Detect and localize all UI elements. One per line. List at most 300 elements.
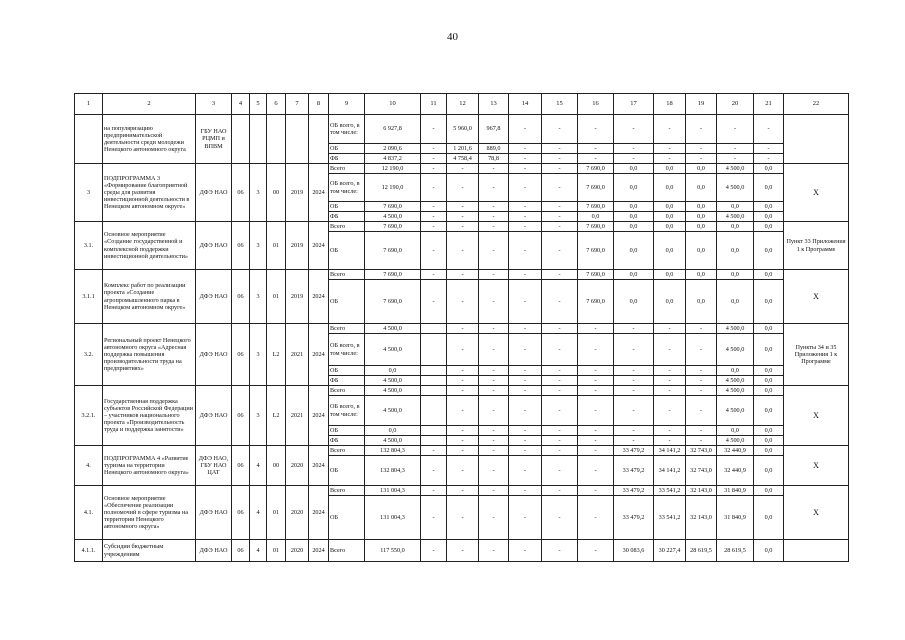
value-cell: 0,0: [614, 212, 654, 222]
value-cell: -: [509, 280, 542, 324]
x-mark: X: [784, 164, 849, 222]
value-cell: 4 500,0: [717, 386, 754, 396]
value-cell: -: [509, 270, 542, 280]
value-cell: -: [614, 386, 654, 396]
value-cell: -: [421, 164, 447, 174]
code-col5: 3: [250, 270, 267, 324]
funding-source: ОБ: [329, 202, 365, 212]
value-cell: 31 840,9: [717, 496, 754, 540]
value-cell: 0,0: [754, 540, 784, 562]
value-cell: [421, 386, 447, 396]
value-cell: 7 690,0: [578, 222, 614, 232]
column-header: 12: [447, 94, 479, 115]
column-header: 8: [309, 94, 329, 115]
value-cell: -: [614, 376, 654, 386]
value-cell: -: [447, 386, 479, 396]
value-cell: -: [509, 144, 542, 154]
code-col4: 06: [232, 324, 250, 386]
item-name: ПОДПРОГРАММА 3 «Формирование благоприятной среды для развития инвестиционной деятельности в Ненецком автономном округе»: [103, 164, 196, 222]
value-cell: 0,0: [717, 232, 754, 270]
value-cell: -: [509, 164, 542, 174]
value-cell: -: [479, 232, 509, 270]
value-cell: 12 190,0: [365, 174, 421, 202]
value-cell: -: [578, 496, 614, 540]
value-cell: 30 227,4: [654, 540, 686, 562]
x-mark: X: [784, 270, 849, 324]
value-cell: -: [447, 540, 479, 562]
end-year: 2024: [309, 222, 329, 270]
value-cell: 0,0: [717, 270, 754, 280]
value-cell: 7 690,0: [365, 232, 421, 270]
value-cell: -: [614, 154, 654, 164]
code-col5: 3: [250, 324, 267, 386]
value-cell: -: [509, 426, 542, 436]
item-name: Комплекс работ по реализации проекта «Создание агропромышленного парка в Ненецком автономном округе»: [103, 270, 196, 324]
value-cell: 0,0: [754, 496, 784, 540]
value-cell: 6 927,8: [365, 115, 421, 144]
end-year: 2024: [309, 270, 329, 324]
value-cell: -: [542, 144, 578, 154]
value-cell: -: [542, 212, 578, 222]
value-cell: -: [542, 164, 578, 174]
value-cell: -: [578, 144, 614, 154]
code-col4: 06: [232, 540, 250, 562]
funding-source: ОБ всего, в том числе:: [329, 115, 365, 144]
value-cell: -: [421, 202, 447, 212]
code-col4: 06: [232, 164, 250, 222]
value-cell: -: [479, 222, 509, 232]
value-cell: 0,0: [717, 202, 754, 212]
value-cell: -: [447, 232, 479, 270]
value-cell: 32 743,0: [686, 446, 717, 456]
code-col5: 3: [250, 386, 267, 446]
value-cell: -: [479, 270, 509, 280]
value-cell: -: [447, 334, 479, 366]
value-cell: -: [509, 396, 542, 426]
start-year: 2020: [286, 446, 309, 486]
reference-note: Пункт 33 Приложения 1 к Программе: [784, 222, 849, 270]
table-row: [75, 222, 849, 232]
end-year: [309, 115, 329, 164]
value-cell: -: [421, 496, 447, 540]
value-cell: -: [447, 446, 479, 456]
executor: ГБУ НАО РЦМП и ВПВМ: [196, 115, 232, 164]
value-cell: 28 619,5: [686, 540, 717, 562]
value-cell: -: [578, 456, 614, 486]
value-cell: -: [509, 212, 542, 222]
value-cell: 0,0: [717, 222, 754, 232]
value-cell: -: [479, 446, 509, 456]
value-cell: 0,0: [754, 324, 784, 334]
executor: ДФЭ НАО: [196, 486, 232, 540]
value-cell: 33 479,2: [614, 456, 654, 486]
value-cell: 0,0: [654, 212, 686, 222]
reference-note: [784, 540, 849, 562]
column-header: 18: [654, 94, 686, 115]
column-header: 3: [196, 94, 232, 115]
page-number: 40: [447, 31, 458, 43]
value-cell: 0,0: [754, 164, 784, 174]
value-cell: -: [421, 486, 447, 496]
value-cell: [421, 376, 447, 386]
value-cell: -: [509, 154, 542, 164]
funding-source: Всего: [329, 540, 365, 562]
value-cell: -: [479, 396, 509, 426]
value-cell: 4 500,0: [365, 386, 421, 396]
value-cell: 0,0: [365, 366, 421, 376]
value-cell: -: [542, 396, 578, 426]
funding-source: ОБ: [329, 280, 365, 324]
value-cell: 0,0: [754, 280, 784, 324]
value-cell: -: [686, 396, 717, 426]
value-cell: -: [509, 324, 542, 334]
value-cell: -: [542, 334, 578, 366]
value-cell: 32 440,9: [717, 446, 754, 456]
funding-source: Всего: [329, 486, 365, 496]
value-cell: [421, 334, 447, 366]
value-cell: 4 500,0: [365, 334, 421, 366]
funding-source: ФБ: [329, 376, 365, 386]
end-year: 2024: [309, 446, 329, 486]
value-cell: -: [447, 486, 479, 496]
code-col6: [267, 115, 286, 164]
value-cell: -: [509, 486, 542, 496]
value-cell: -: [578, 426, 614, 436]
value-cell: 0,0: [754, 446, 784, 456]
value-cell: 131 004,3: [365, 486, 421, 496]
table-row: [75, 164, 849, 174]
value-cell: 0,0: [717, 280, 754, 324]
executor: ДФЭ НАО: [196, 164, 232, 222]
value-cell: -: [614, 426, 654, 436]
budget-table: [74, 93, 849, 562]
value-cell: 4 500,0: [365, 436, 421, 446]
value-cell: -: [654, 426, 686, 436]
value-cell: 132 804,3: [365, 446, 421, 456]
value-cell: -: [421, 456, 447, 486]
value-cell: 34 141,2: [654, 456, 686, 486]
value-cell: 34 141,2: [654, 446, 686, 456]
column-header: 11: [421, 94, 447, 115]
item-number: 3.1.1: [75, 270, 103, 324]
value-cell: -: [509, 115, 542, 144]
column-header: 22: [784, 94, 849, 115]
column-header: 19: [686, 94, 717, 115]
end-year: 2024: [309, 324, 329, 386]
value-cell: [421, 426, 447, 436]
value-cell: 0,0: [754, 334, 784, 366]
value-cell: -: [509, 202, 542, 212]
value-cell: 4 500,0: [365, 376, 421, 386]
funding-source: ОБ всего, в том числе:: [329, 334, 365, 366]
value-cell: -: [686, 334, 717, 366]
value-cell: -: [479, 486, 509, 496]
value-cell: -: [421, 280, 447, 324]
funding-source: ФБ: [329, 212, 365, 222]
value-cell: 4 500,0: [717, 164, 754, 174]
executor: ДФЭ НАО: [196, 324, 232, 386]
value-cell: 4 500,0: [717, 334, 754, 366]
value-cell: -: [686, 366, 717, 376]
value-cell: 31 840,9: [717, 486, 754, 496]
value-cell: 0,0: [754, 270, 784, 280]
value-cell: -: [509, 334, 542, 366]
column-header: 2: [103, 94, 196, 115]
value-cell: 7 690,0: [578, 174, 614, 202]
code-col4: 06: [232, 446, 250, 486]
executor: ДФЭ НАО: [196, 222, 232, 270]
start-year: 2019: [286, 164, 309, 222]
value-cell: 132 804,3: [365, 456, 421, 486]
value-cell: 4 500,0: [365, 212, 421, 222]
start-year: 2019: [286, 222, 309, 270]
value-cell: -: [421, 232, 447, 270]
item-name: Основное мероприятие «Обеспечение реализации полномочий в сфере туризма на территории Ненецкого автономного округа»: [103, 486, 196, 540]
funding-source: ОБ всего, в том числе:: [329, 174, 365, 202]
value-cell: 4 500,0: [717, 396, 754, 426]
code-col4: [232, 115, 250, 164]
value-cell: 0,0: [686, 212, 717, 222]
item-number: 3: [75, 164, 103, 222]
value-cell: -: [542, 154, 578, 164]
code-col5: 3: [250, 222, 267, 270]
value-cell: -: [717, 144, 754, 154]
value-cell: 2 090,6: [365, 144, 421, 154]
value-cell: 4 500,0: [717, 212, 754, 222]
code-col4: 06: [232, 486, 250, 540]
end-year: 2024: [309, 164, 329, 222]
value-cell: 32 143,0: [686, 496, 717, 540]
end-year: 2024: [309, 486, 329, 540]
value-cell: -: [578, 486, 614, 496]
value-cell: [421, 324, 447, 334]
value-cell: 7 690,0: [365, 270, 421, 280]
value-cell: -: [578, 334, 614, 366]
value-cell: 4 500,0: [365, 396, 421, 426]
start-year: 2020: [286, 486, 309, 540]
value-cell: 0,0: [578, 212, 614, 222]
value-cell: 0,0: [686, 280, 717, 324]
column-header: 9: [329, 94, 365, 115]
value-cell: 4 500,0: [717, 324, 754, 334]
value-cell: 28 619,5: [717, 540, 754, 562]
funding-source: ОБ: [329, 426, 365, 436]
value-cell: 0,0: [365, 426, 421, 436]
value-cell: -: [614, 436, 654, 446]
value-cell: 12 190,0: [365, 164, 421, 174]
item-name: ПОДПРОГРАММА 4 «Развитие туризма на территории Ненецкого автономного округа»: [103, 446, 196, 486]
table-row: [75, 386, 849, 396]
table-body: [75, 94, 849, 562]
value-cell: 4 500,0: [717, 174, 754, 202]
value-cell: -: [479, 386, 509, 396]
value-cell: -: [542, 270, 578, 280]
value-cell: 0,0: [754, 426, 784, 436]
item-number: 4.: [75, 446, 103, 486]
value-cell: -: [421, 540, 447, 562]
table-row: [75, 115, 849, 144]
column-header: 14: [509, 94, 542, 115]
value-cell: -: [578, 540, 614, 562]
value-cell: 33 479,2: [614, 446, 654, 456]
value-cell: 4 500,0: [717, 376, 754, 386]
value-cell: -: [447, 324, 479, 334]
value-cell: -: [509, 436, 542, 446]
value-cell: 0,0: [754, 456, 784, 486]
item-number: 3.2.1.: [75, 386, 103, 446]
end-year: 2024: [309, 540, 329, 562]
value-cell: 7 690,0: [578, 202, 614, 212]
value-cell: -: [447, 212, 479, 222]
funding-source: ОБ всего, в том числе:: [329, 396, 365, 426]
value-cell: 7 690,0: [578, 164, 614, 174]
value-cell: -: [542, 174, 578, 202]
funding-source: ОБ: [329, 496, 365, 540]
code-col6: 00: [267, 446, 286, 486]
value-cell: -: [421, 115, 447, 144]
column-header: 10: [365, 94, 421, 115]
value-cell: -: [447, 174, 479, 202]
reference-note: Пункты 34 и 35 Приложения 1 к Программе: [784, 324, 849, 386]
value-cell: 33 541,2: [654, 496, 686, 540]
value-cell: 32 143,0: [686, 486, 717, 496]
value-cell: 0,0: [654, 164, 686, 174]
value-cell: -: [479, 496, 509, 540]
value-cell: -: [654, 366, 686, 376]
value-cell: 33 479,2: [614, 496, 654, 540]
value-cell: -: [654, 436, 686, 446]
value-cell: -: [542, 540, 578, 562]
value-cell: -: [479, 174, 509, 202]
value-cell: 1 201,6: [447, 144, 479, 154]
value-cell: -: [542, 456, 578, 486]
value-cell: -: [654, 396, 686, 426]
value-cell: 32 743,0: [686, 456, 717, 486]
value-cell: -: [447, 496, 479, 540]
code-col5: 4: [250, 486, 267, 540]
funding-source: ОБ: [329, 232, 365, 270]
value-cell: 0,0: [614, 164, 654, 174]
value-cell: [421, 396, 447, 426]
value-cell: -: [509, 376, 542, 386]
value-cell: -: [447, 202, 479, 212]
value-cell: -: [479, 456, 509, 486]
value-cell: -: [542, 426, 578, 436]
x-mark: X: [784, 446, 849, 486]
value-cell: -: [654, 115, 686, 144]
value-cell: -: [542, 324, 578, 334]
code-col5: 4: [250, 540, 267, 562]
value-cell: -: [686, 324, 717, 334]
value-cell: -: [717, 154, 754, 164]
column-header: 21: [754, 94, 784, 115]
value-cell: 7 690,0: [578, 232, 614, 270]
value-cell: -: [421, 222, 447, 232]
funding-source: Всего: [329, 386, 365, 396]
value-cell: -: [421, 174, 447, 202]
value-cell: 0,0: [654, 270, 686, 280]
value-cell: 0,0: [754, 174, 784, 202]
value-cell: -: [578, 376, 614, 386]
value-cell: -: [542, 232, 578, 270]
table-row: [75, 486, 849, 496]
value-cell: -: [542, 366, 578, 376]
start-year: 2021: [286, 386, 309, 446]
value-cell: -: [447, 436, 479, 446]
value-cell: -: [654, 154, 686, 164]
funding-source: Всего: [329, 324, 365, 334]
value-cell: -: [479, 366, 509, 376]
value-cell: -: [542, 202, 578, 212]
table-row: [75, 446, 849, 456]
value-cell: -: [509, 456, 542, 486]
value-cell: -: [509, 222, 542, 232]
item-number: 4.1.: [75, 486, 103, 540]
column-header: 5: [250, 94, 267, 115]
value-cell: 0,0: [654, 222, 686, 232]
code-col6: 00: [267, 164, 286, 222]
value-cell: -: [754, 144, 784, 154]
value-cell: -: [654, 324, 686, 334]
value-cell: -: [421, 154, 447, 164]
value-cell: 0,0: [686, 164, 717, 174]
column-header: 20: [717, 94, 754, 115]
column-header: 7: [286, 94, 309, 115]
code-col6: 01: [267, 540, 286, 562]
value-cell: -: [421, 212, 447, 222]
column-header: 4: [232, 94, 250, 115]
value-cell: 967,8: [479, 115, 509, 144]
code-col5: [250, 115, 267, 164]
code-col4: 06: [232, 270, 250, 324]
value-cell: 0,0: [754, 232, 784, 270]
item-number: 3.1.: [75, 222, 103, 270]
item-name: Региональный проект Ненецкого автономного округа «Адресная поддержка повышения производительности труда на предприятиях»: [103, 324, 196, 386]
column-header: 16: [578, 94, 614, 115]
x-mark: X: [784, 386, 849, 446]
value-cell: 33 541,2: [654, 486, 686, 496]
value-cell: -: [578, 446, 614, 456]
value-cell: 0,0: [654, 232, 686, 270]
column-header: 1: [75, 94, 103, 115]
value-cell: 0,0: [754, 396, 784, 426]
column-header: 13: [479, 94, 509, 115]
value-cell: -: [578, 115, 614, 144]
funding-source: ОБ: [329, 366, 365, 376]
value-cell: 0,0: [717, 366, 754, 376]
value-cell: -: [447, 456, 479, 486]
value-cell: -: [686, 426, 717, 436]
value-cell: -: [578, 436, 614, 446]
column-header: 15: [542, 94, 578, 115]
value-cell: 0,0: [686, 174, 717, 202]
value-cell: 4 500,0: [717, 436, 754, 446]
value-cell: -: [447, 280, 479, 324]
value-cell: -: [654, 386, 686, 396]
value-cell: -: [447, 376, 479, 386]
value-cell: 4 500,0: [365, 324, 421, 334]
value-cell: -: [447, 396, 479, 426]
value-cell: -: [542, 280, 578, 324]
value-cell: -: [614, 366, 654, 376]
value-cell: -: [479, 426, 509, 436]
value-cell: -: [509, 540, 542, 562]
funding-source: ФБ: [329, 154, 365, 164]
funding-source: Всего: [329, 222, 365, 232]
value-cell: 0,0: [654, 202, 686, 212]
table-row: [75, 270, 849, 280]
executor: ДФЭ НАО: [196, 540, 232, 562]
